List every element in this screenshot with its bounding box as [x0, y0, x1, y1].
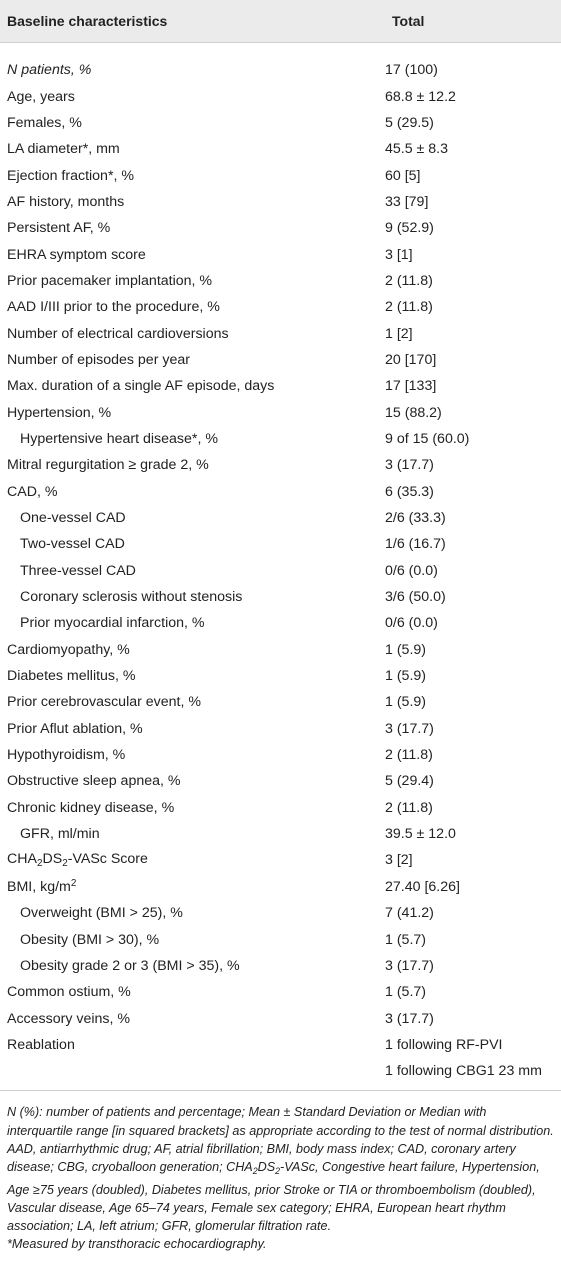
footnote-echo: *Measured by transthoracic echocardiography.	[7, 1237, 267, 1252]
row-value: 3 (17.7)	[385, 720, 434, 737]
row-label: Reablation	[7, 1036, 75, 1053]
table-row	[0, 610, 561, 636]
row-label: Prior cerebrovascular event, %	[7, 694, 201, 711]
footnote-abbrev-stats: N (%): number of patients and percentage; Mean ± Standard Deviation or Median with interquartile range [in squared brackets] as appropriate according to the test of normal distribution.	[7, 1105, 554, 1138]
row-value: 3 (17.7)	[385, 957, 434, 974]
row-label: CAD, %	[7, 483, 58, 500]
table-row	[0, 83, 561, 109]
table-row	[0, 452, 561, 478]
row-label: BMI, $kg/m^2$	[7, 878, 77, 896]
table-row	[0, 1058, 561, 1084]
table-row	[0, 479, 561, 505]
row-value: 1 (5.7)	[385, 931, 427, 948]
header-baseline-characteristics: Baseline characteristics	[7, 13, 168, 29]
row-label: LA diameter*, mm	[7, 141, 120, 158]
row-value: 2/6 (33.3)	[385, 510, 446, 527]
row-value: 1 (5.9)	[385, 641, 427, 658]
row-value: 1 [2]	[385, 325, 413, 342]
row-label: Obstructive sleep apnea, %	[7, 773, 181, 790]
row-label: Common ostium, %	[7, 984, 131, 1001]
table-row	[0, 57, 561, 83]
table-row	[0, 294, 561, 320]
row-label: Coronary sclerosis without stenosis	[20, 589, 243, 606]
row-label: Overweight (BMI > 25), %	[20, 905, 183, 922]
row-label: Cardiomyopathy, %	[7, 641, 130, 658]
row-value: 2 (11.8)	[385, 272, 433, 289]
row-label: Obesity grade 2 or 3 (BMI > 35), %	[20, 957, 240, 974]
table-row	[0, 926, 561, 952]
row-value: 5 (29.5)	[385, 114, 434, 131]
row-label: GFR, ml/min	[20, 826, 100, 843]
row-label: Obesity (BMI > 30), %	[20, 931, 160, 948]
row-value: 2 (11.8)	[385, 299, 433, 316]
row-value: 3 (17.7)	[385, 457, 434, 474]
row-value: 9 of 15 (60.0)	[385, 430, 470, 447]
table-row	[0, 531, 561, 557]
header-total: Total	[392, 13, 425, 29]
table-row	[0, 162, 561, 188]
row-label: EHRA symptom score	[7, 246, 146, 263]
row-value: 17 (100)	[385, 62, 438, 79]
row-label: Accessory veins, %	[7, 1010, 130, 1027]
row-value: 1 following RF-PVI	[385, 1036, 503, 1053]
row-value: 39.5 ± 12.0	[385, 826, 456, 843]
row-value: 3/6 (50.0)	[385, 589, 446, 606]
row-label: Persistent AF, %	[7, 220, 111, 237]
row-label: Prior myocardial infarction, %	[20, 615, 205, 632]
row-value: 5 (29.4)	[385, 773, 434, 790]
row-value: 17 [133]	[385, 378, 437, 395]
row-value: 20 [170]	[385, 351, 437, 368]
row-label: Max. duration of a single AF episode, days	[7, 378, 275, 395]
table-row	[0, 558, 561, 584]
table-row	[0, 768, 561, 794]
table-header	[0, 0, 561, 43]
row-value: 1 (5.9)	[385, 694, 427, 711]
row-value: 15 (88.2)	[385, 404, 442, 421]
row-value: 3 (17.7)	[385, 1010, 434, 1027]
row-value: 3 [2]	[385, 852, 413, 869]
row-label: Chronic kidney disease, %	[7, 799, 175, 816]
row-label: AF history, months	[7, 193, 125, 210]
row-value: 7 (41.2)	[385, 905, 434, 922]
table-row	[0, 795, 561, 821]
row-label: N patients, %	[7, 62, 92, 79]
row-label: Prior Aflut ablation, %	[7, 720, 143, 737]
row-value: 27.40 [6.26]	[385, 878, 460, 895]
table-row	[0, 373, 561, 399]
row-value: 1 (5.7)	[385, 984, 427, 1001]
row-label: Three-vessel CAD	[20, 562, 136, 579]
table-row	[0, 953, 561, 979]
row-label: AAD I/III prior to the procedure, %	[7, 299, 220, 316]
row-label: Hypertensive heart disease*, %	[20, 430, 218, 447]
row-value: 9 (52.9)	[385, 220, 434, 237]
table-footnotes	[0, 1091, 561, 1253]
table-row	[0, 347, 561, 373]
table-row	[0, 716, 561, 742]
table-row	[0, 268, 561, 294]
table-body	[0, 43, 561, 1084]
row-label: Mitral regurgitation ≥ grade 2, %	[7, 457, 209, 474]
table-row	[0, 110, 561, 136]
row-label: Prior pacemaker implantation, %	[7, 272, 213, 289]
table-row	[0, 663, 561, 689]
row-value: 1 (5.9)	[385, 668, 427, 685]
row-label: Hypertension, %	[7, 404, 112, 421]
row-value: 33 [79]	[385, 193, 429, 210]
row-label: Age, years	[7, 88, 75, 105]
footnote-abbreviations: AAD, antiarrhythmic drug; AF, atrial fibrillation; BMI, body mass index; CAD, coronary artery disease; CBG, cryoballoon generation; $CHA_2DS_2$-VASc, Congestive heart failure, Hypertension, Age ≥75 years (doubled), Diabetes mellitus, prior Stroke or TIA or thromboembolism (doubled), Vascular disease, Age 65–74 years, Female sex category; EHRA, European heart rhythm association; LA, left atrium; GFR, glomerular filtration rate.	[7, 1142, 540, 1234]
table-row	[0, 874, 561, 900]
row-label: $CHA_2DS_2$-VASc Score	[7, 851, 148, 870]
row-value: 1 following CBG1 23 mm	[385, 1063, 542, 1080]
row-value: 60 [5]	[385, 167, 421, 184]
table-row	[0, 637, 561, 663]
table-row	[0, 241, 561, 267]
row-label: Diabetes mellitus, %	[7, 668, 136, 685]
row-label: Two-vessel CAD	[20, 536, 125, 553]
table-row	[0, 136, 561, 162]
table-row	[0, 1032, 561, 1058]
row-value: 68.8 ± 12.2	[385, 88, 456, 105]
row-value: 0/6 (0.0)	[385, 562, 438, 579]
table-row	[0, 426, 561, 452]
row-label: Hypothyroidism, %	[7, 747, 126, 764]
table-row	[0, 979, 561, 1005]
table-row	[0, 689, 561, 715]
table-row	[0, 215, 561, 241]
row-label: Females, %	[7, 114, 82, 131]
row-value: 1/6 (16.7)	[385, 536, 446, 553]
row-value: 2 (11.8)	[385, 747, 433, 764]
table-row	[0, 584, 561, 610]
table-row	[0, 399, 561, 425]
table-row	[0, 900, 561, 926]
table-row	[0, 320, 561, 346]
row-value: 6 (35.3)	[385, 483, 434, 500]
row-label: One-vessel CAD	[20, 510, 126, 527]
table-row	[0, 505, 561, 531]
table-row	[0, 742, 561, 768]
row-label: Number of episodes per year	[7, 351, 190, 368]
row-value: 2 (11.8)	[385, 799, 433, 816]
table-row	[0, 1005, 561, 1031]
table-row	[0, 189, 561, 215]
row-label: Number of electrical cardioversions	[7, 325, 229, 342]
row-value: 3 [1]	[385, 246, 413, 263]
row-label: Ejection fraction*, %	[7, 167, 134, 184]
row-value: 45.5 ± 8.3	[385, 141, 449, 158]
table-row	[0, 821, 561, 847]
table-row	[0, 847, 561, 873]
row-value: 0/6 (0.0)	[385, 615, 438, 632]
